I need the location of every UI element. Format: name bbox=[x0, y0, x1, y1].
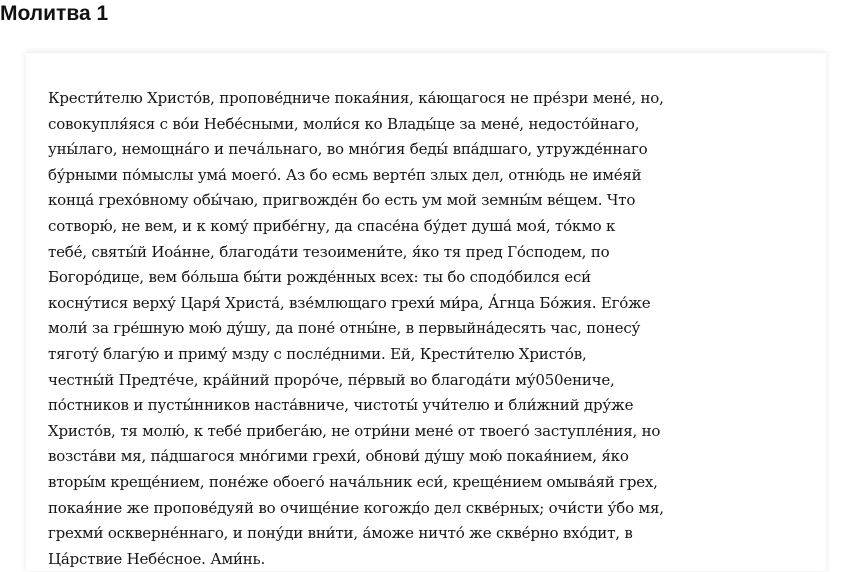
prayer-line: косну́тися верху́ Царя́ Христа́, взе́млющаго грехи́ ми́ра, А́гнца Бо́жия. Его́же bbox=[48, 293, 651, 312]
prayer-text bbox=[48, 86, 818, 572]
prayer-line: сотворю́, не вем, и к кому́ прибе́гну, да спасе́на бу́дет душа́ моя́, то́кмо к bbox=[48, 216, 616, 235]
prayer-line: покая́ние же пропове́дуяй во очище́ние когожд́о дел скве́рных; очи́сти у́бо мя, bbox=[48, 498, 664, 517]
page-title: Молитва 1 bbox=[0, 2, 109, 25]
prayer-line: Ца́рствие Небе́сное. Ами́нь. bbox=[48, 549, 266, 568]
prayer-line: конца́ грехо́вному обы́чаю, пригвожде́н бо есть ум мой земны́м ве́щем. Что bbox=[48, 191, 636, 210]
prayer-line: бу́рными по́мыслы ума́ моего́. Аз бо есмь верте́п злых дел, отню́дь не име́яй bbox=[48, 165, 642, 184]
prayer-line: Христо́в, тя молю́, к тебе́ прибега́ю, не отри́ни мене́ от твоего́ заступле́ния, но bbox=[48, 421, 661, 440]
prayer-line: Богоро́дице, вем бо́льша бы́ти рожде́нных всех: ты бо сподо́бился еси́ bbox=[48, 268, 591, 287]
prayer-line: тебе́, святы́й Иоа́нне, благода́ти тезоимени́те, я́ко тя пред Го́сподем, по bbox=[48, 242, 610, 261]
prayer-line: уны́лаго, немощна́го и печа́льнаго, во мно́гия беды́ впа́дшаго, утружде́ннаго bbox=[48, 140, 648, 159]
prayer-line: по́стников и пусты́нников наста́вниче, чистоты́ учи́телю и бли́жний дру́же bbox=[48, 396, 634, 415]
prayer-line: моли́ за гре́шную мою́ ду́шу, да поне́ отны́не, в первыйна́десять час, понесу́ bbox=[48, 319, 641, 338]
prayer-line: совокупля́яся с во́и Небе́сными, моли́ся ко Влады́це за мене́, недосто́йнаго, bbox=[48, 114, 640, 133]
prayer-line: возста́ви мя, па́дшагося мно́гими грехи́, обнови́ ду́шу мою́ покая́нием, я́ко bbox=[48, 447, 629, 466]
prayer-line: грехми́ оскверне́ннаго, и пону́ди вни́ти, а́може ничто́ же скве́рно вхо́дит, в bbox=[48, 524, 633, 543]
prayer-line: вторы́м креще́нием, поне́же обоего́ нача́льник еси́, креще́нием омыва́яй грех, bbox=[48, 472, 658, 491]
prayer-card bbox=[26, 52, 826, 571]
prayer-line: тяготу́ благу́ю и приму́ мзду с после́дними. Ей, Крести́телю Христо́в, bbox=[48, 344, 587, 363]
prayer-line: честны́й Предте́че, кра́йний проро́че, пе́рвый во благода́ти му́050ениче, bbox=[48, 370, 615, 389]
prayer-line: Крести́телю Христо́в, пропове́дниче покая́ния, ка́ющагося не пре́зри мене́, но, bbox=[48, 89, 664, 107]
